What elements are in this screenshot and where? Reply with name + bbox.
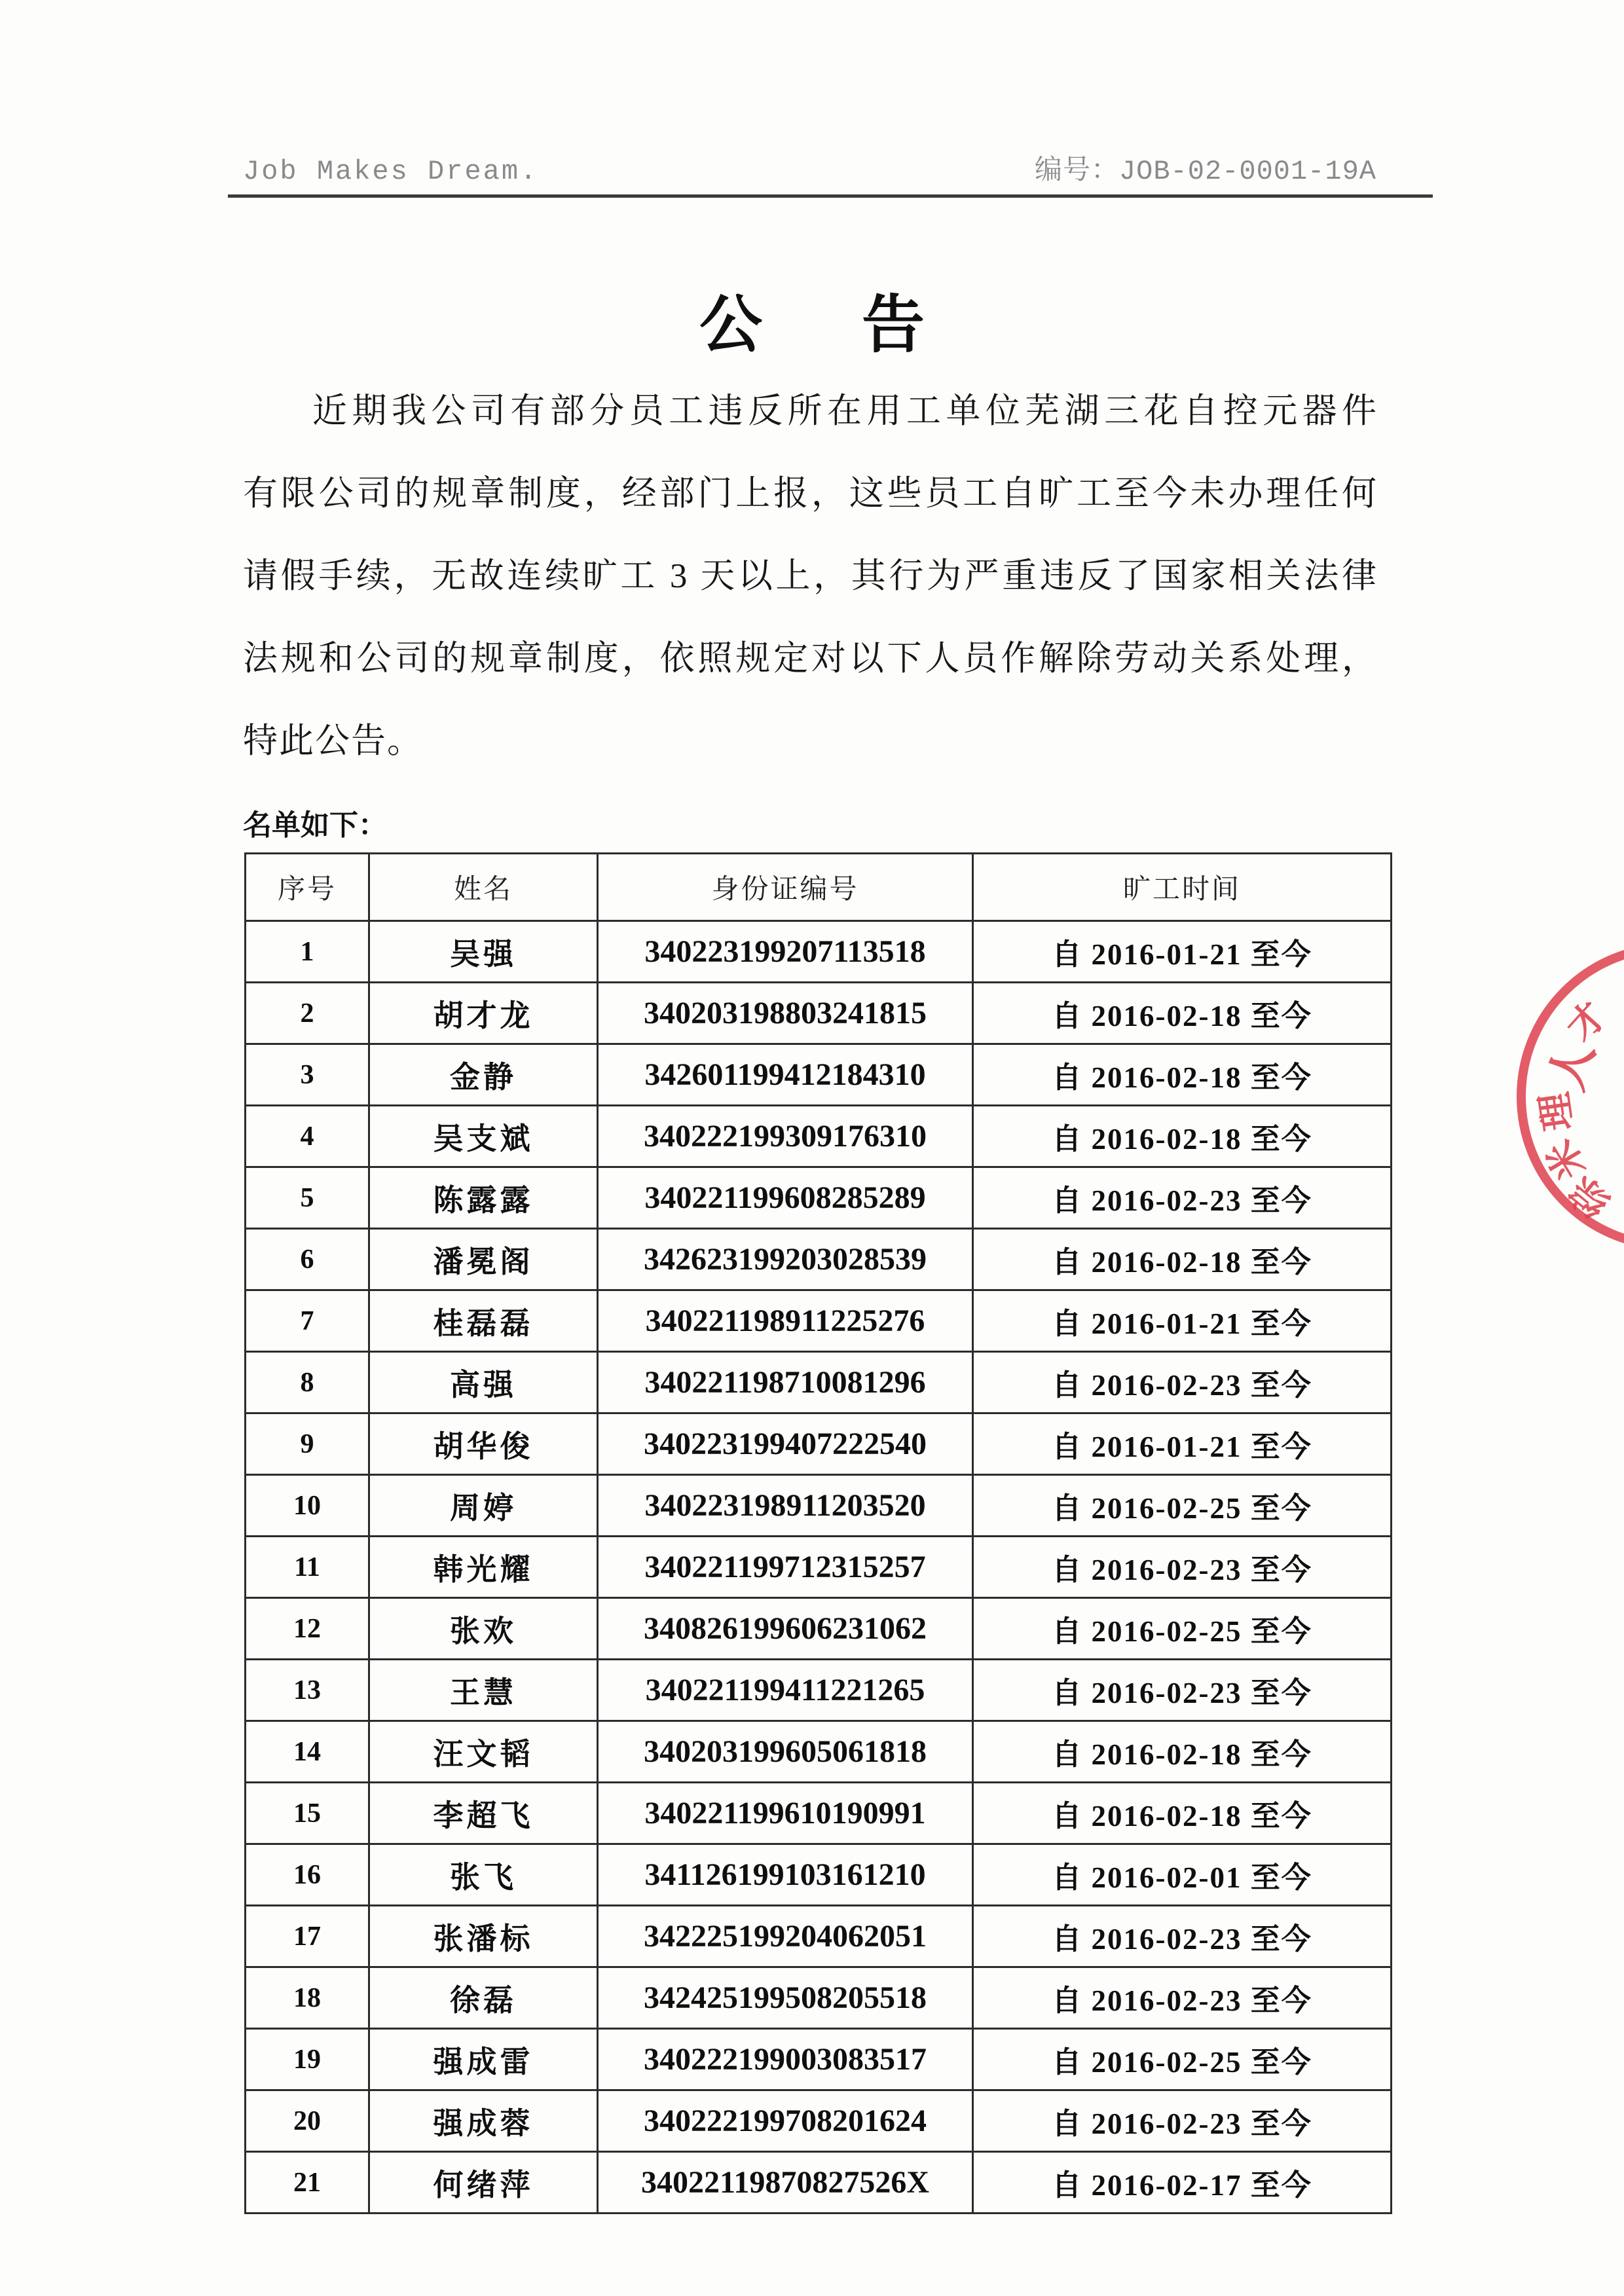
stamp-character: 理 <box>1532 1089 1581 1134</box>
cell-absence-period: 自 2016-02-18 至今 <box>973 1044 1392 1106</box>
cell-id-number: 34022119870827526X <box>598 2152 973 2214</box>
cell-id-number: 342623199203028539 <box>598 1229 973 1290</box>
cell-serial: 12 <box>246 1598 369 1660</box>
table-row <box>246 1844 1392 1906</box>
column-header-serial: 序号 <box>246 854 369 921</box>
cell-absence-period: 自 2016-02-17 至今 <box>973 2152 1392 2214</box>
paragraph-line: 近期我公司有部分员工违反所在用工单位芜湖三花自控元器件 <box>312 392 1378 430</box>
cell-name: 陈露露 <box>369 1167 598 1229</box>
cell-absence-period: 自 2016-02-23 至今 <box>973 1352 1392 1413</box>
table-row <box>246 1106 1392 1167</box>
stamp-character: 才 <box>1560 994 1615 1050</box>
cell-absence-period: 自 2016-02-18 至今 <box>973 1106 1392 1167</box>
roster-label: 名单如下： <box>243 809 387 841</box>
company-slogan: Job Makes Dream. <box>243 156 539 187</box>
cell-absence-period: 自 2016-02-23 至今 <box>973 1537 1392 1598</box>
cell-serial: 2 <box>246 983 369 1044</box>
page-title: 公 告 <box>699 290 967 360</box>
table-header-row <box>246 854 1392 921</box>
cell-absence-period: 自 2016-02-23 至今 <box>973 2090 1392 2152</box>
cell-id-number: 340203199605061818 <box>598 1721 973 1783</box>
cell-absence-period: 自 2016-02-18 至今 <box>973 1229 1392 1290</box>
stamp-character: 综 <box>1562 1168 1619 1226</box>
cell-name: 桂磊磊 <box>369 1290 598 1352</box>
cell-id-number: 340223198911203520 <box>598 1475 973 1537</box>
table-row <box>246 1783 1392 1844</box>
announcement-paragraph <box>243 370 1378 782</box>
paragraph-line: 有限公司的规章制度，经部门上报，这些员工自旷工至今未办理任何 <box>243 475 1378 513</box>
cell-serial: 18 <box>246 1967 369 2029</box>
cell-absence-period: 自 2016-02-25 至今 <box>973 1598 1392 1660</box>
roster-table <box>244 852 1392 2214</box>
cell-absence-period: 自 2016-01-21 至今 <box>973 1290 1392 1352</box>
cell-id-number: 340826199606231062 <box>598 1598 973 1660</box>
cell-name: 何绪萍 <box>369 2152 598 2214</box>
column-header-name: 姓名 <box>369 854 598 921</box>
paragraph-line: 法规和公司的规章制度，依照规定对以下人员作解除劳动关系处理， <box>243 640 1378 678</box>
stamp-character: 米 <box>1538 1132 1595 1187</box>
table-row <box>246 1290 1392 1352</box>
paragraph-line: 请假手续，无故连续旷工 3 天以上，其行为严重违反了国家相关法律 <box>243 557 1378 595</box>
paragraph-line: 特此公告。 <box>243 722 423 760</box>
table-row <box>246 1413 1392 1475</box>
cell-name: 胡才龙 <box>369 983 598 1044</box>
table-row <box>246 1906 1392 1967</box>
document-number: 编号：JOB-02-0001-19A <box>1034 156 1376 187</box>
cell-name: 金静 <box>369 1044 598 1106</box>
cell-id-number: 342601199412184310 <box>598 1044 973 1106</box>
document-header <box>243 148 1376 187</box>
cell-serial: 1 <box>246 921 369 983</box>
cell-name: 高强 <box>369 1352 598 1413</box>
cell-name: 胡华俊 <box>369 1413 598 1475</box>
cell-serial: 4 <box>246 1106 369 1167</box>
company-stamp <box>1500 913 1624 1267</box>
cell-serial: 5 <box>246 1167 369 1229</box>
table-row <box>246 1044 1392 1106</box>
table-row <box>246 1721 1392 1783</box>
cell-name: 潘冕阁 <box>369 1229 598 1290</box>
cell-absence-period: 自 2016-02-23 至今 <box>973 1967 1392 2029</box>
cell-absence-period: 自 2016-02-18 至今 <box>973 1783 1392 1844</box>
cell-serial: 7 <box>246 1290 369 1352</box>
cell-serial: 3 <box>246 1044 369 1106</box>
cell-id-number: 340203198803241815 <box>598 983 973 1044</box>
table-row <box>246 1598 1392 1660</box>
table-row <box>246 1229 1392 1290</box>
cell-absence-period: 自 2016-02-25 至今 <box>973 1475 1392 1537</box>
cell-absence-period: 自 2016-02-18 至今 <box>973 1721 1392 1783</box>
table-row <box>246 1475 1392 1537</box>
cell-serial: 21 <box>246 2152 369 2214</box>
cell-id-number: 340221199610190991 <box>598 1783 973 1844</box>
cell-serial: 16 <box>246 1844 369 1906</box>
cell-id-number: 340221199608285289 <box>598 1167 973 1229</box>
cell-name: 强成雷 <box>369 2029 598 2090</box>
table-row <box>246 1167 1392 1229</box>
table-row <box>246 921 1392 983</box>
table-body <box>246 921 1392 2214</box>
cell-serial: 9 <box>246 1413 369 1475</box>
cell-serial: 15 <box>246 1783 369 1844</box>
cell-name: 张潘标 <box>369 1906 598 1967</box>
cell-id-number: 340221199712315257 <box>598 1537 973 1598</box>
cell-id-number: 342225199204062051 <box>598 1906 973 1967</box>
cell-serial: 13 <box>246 1660 369 1721</box>
table-row <box>246 1660 1392 1721</box>
cell-absence-period: 自 2016-02-23 至今 <box>973 1167 1392 1229</box>
stamp-character: 人 <box>1540 1036 1604 1097</box>
cell-name: 徐磊 <box>369 1967 598 2029</box>
cell-absence-period: 自 2016-02-18 至今 <box>973 983 1392 1044</box>
cell-name: 吴支斌 <box>369 1106 598 1167</box>
cell-serial: 11 <box>246 1537 369 1598</box>
cell-name: 吴强 <box>369 921 598 983</box>
cell-id-number: 341126199103161210 <box>598 1844 973 1906</box>
cell-id-number: 340222199708201624 <box>598 2090 973 2152</box>
cell-id-number: 340223199407222540 <box>598 1413 973 1475</box>
cell-absence-period: 自 2016-02-01 至今 <box>973 1844 1392 1906</box>
column-header-id-number: 身份证编号 <box>598 854 973 921</box>
cell-absence-period: 自 2016-01-21 至今 <box>973 921 1392 983</box>
table-row <box>246 2029 1392 2090</box>
header-divider <box>228 194 1433 198</box>
cell-id-number: 340222199309176310 <box>598 1106 973 1167</box>
cell-name: 韩光耀 <box>369 1537 598 1598</box>
cell-absence-period: 自 2016-02-23 至今 <box>973 1660 1392 1721</box>
table-row <box>246 1967 1392 2029</box>
cell-absence-period: 自 2016-01-21 至今 <box>973 1413 1392 1475</box>
cell-id-number: 340221198911225276 <box>598 1290 973 1352</box>
cell-serial: 14 <box>246 1721 369 1783</box>
cell-name: 汪文韬 <box>369 1721 598 1783</box>
column-header-absence-period: 旷工时间 <box>973 854 1392 921</box>
cell-name: 强成蓉 <box>369 2090 598 2152</box>
cell-serial: 10 <box>246 1475 369 1537</box>
table-row <box>246 1537 1392 1598</box>
table-row <box>246 983 1392 1044</box>
table-row <box>246 2090 1392 2152</box>
cell-serial: 17 <box>246 1906 369 1967</box>
cell-absence-period: 自 2016-02-25 至今 <box>973 2029 1392 2090</box>
cell-serial: 19 <box>246 2029 369 2090</box>
cell-id-number: 340222199003083517 <box>598 2029 973 2090</box>
cell-id-number: 342425199508205518 <box>598 1967 973 2029</box>
cell-name: 张飞 <box>369 1844 598 1906</box>
table-row <box>246 2152 1392 2214</box>
cell-name: 周婷 <box>369 1475 598 1537</box>
cell-serial: 8 <box>246 1352 369 1413</box>
cell-id-number: 340221198710081296 <box>598 1352 973 1413</box>
cell-serial: 6 <box>246 1229 369 1290</box>
cell-name: 张欢 <box>369 1598 598 1660</box>
table-row <box>246 1352 1392 1413</box>
cell-absence-period: 自 2016-02-23 至今 <box>973 1906 1392 1967</box>
cell-id-number: 340223199207113518 <box>598 921 973 983</box>
cell-serial: 20 <box>246 2090 369 2152</box>
cell-id-number: 340221199411221265 <box>598 1660 973 1721</box>
cell-name: 李超飞 <box>369 1783 598 1844</box>
cell-name: 王慧 <box>369 1660 598 1721</box>
